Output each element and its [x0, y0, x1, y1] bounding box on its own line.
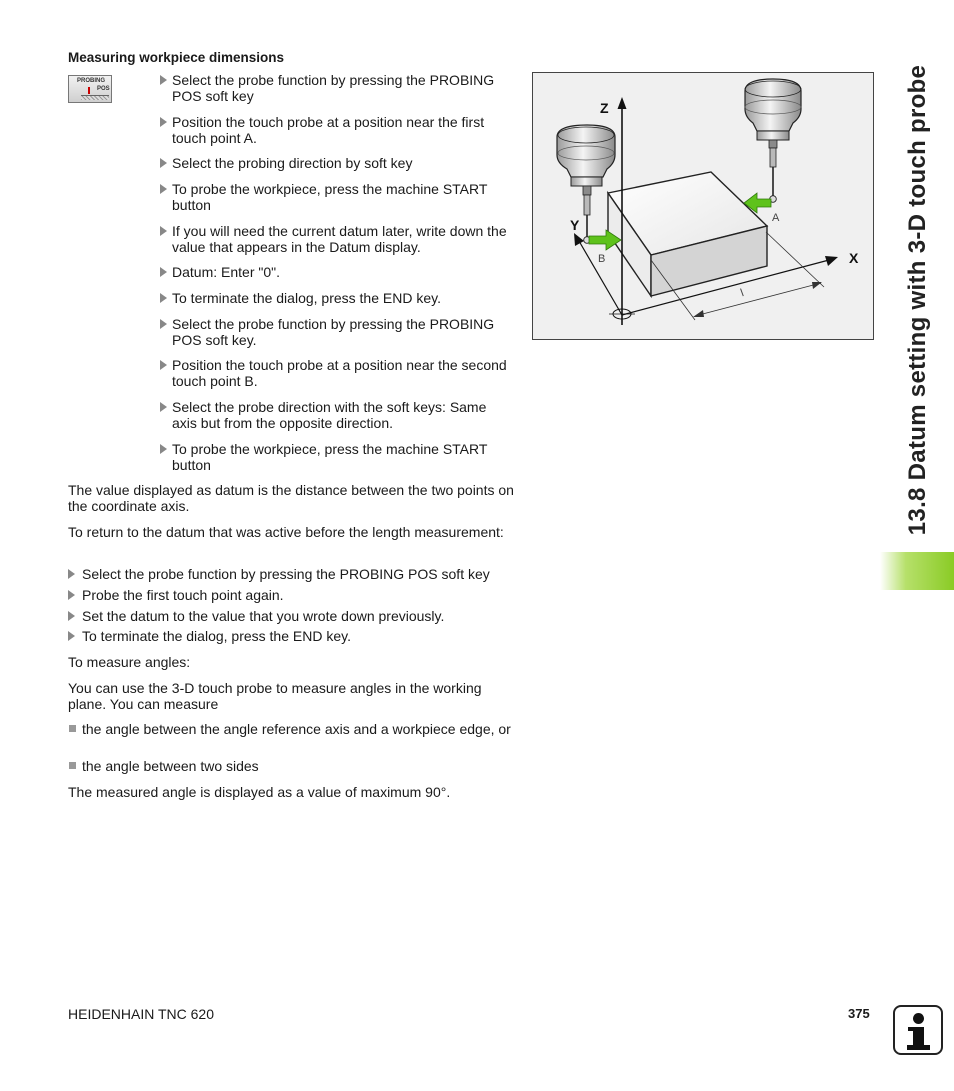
step-arrow-icon [68, 611, 75, 621]
step-item: To probe the workpiece, press the machine START button [160, 181, 512, 213]
step-arrow-icon [160, 293, 167, 303]
step-item: Select the probe function by pressing the PROBING POS soft key. [160, 316, 512, 348]
probing-pos-softkey-icon [68, 75, 112, 103]
touch-probe-a [745, 79, 801, 202]
touch-point-a-label: A [772, 212, 780, 224]
step-item: Datum: Enter "0". [160, 264, 512, 280]
chapter-tab-marker [880, 552, 954, 590]
paragraph-angles-intro: You can use the 3-D touch probe to measure angles in the working plane. You can measure [68, 680, 482, 712]
workpiece-surface-icon [81, 95, 109, 100]
chapter-side-title-text: 13.8 Datum setting with 3-D touch probe [904, 64, 931, 536]
step-arrow-icon [160, 184, 167, 194]
z-axis-arrow-icon [618, 97, 627, 109]
page-number: 375 [848, 1006, 870, 1021]
info-icon [893, 1005, 943, 1055]
probe-diagram [533, 73, 873, 339]
step-item: To terminate the dialog, press the END key. [160, 290, 512, 306]
square-bullet-icon [69, 762, 76, 769]
axis-label-y: Y [570, 217, 580, 233]
square-bullet-icon [69, 725, 76, 732]
paragraph-datum: The value displayed as datum is the distance between the two points on the coordinate axis. [68, 482, 514, 514]
step-item: Set the datum to the value that you wrote down previously. [68, 608, 518, 624]
step-arrow-icon [160, 319, 167, 329]
step-arrow-icon [160, 158, 167, 168]
step-arrow-icon [68, 631, 75, 641]
step-item: Select the probe direction with the soft keys: Same axis but from the opposite direction. [160, 399, 512, 431]
step-arrow-icon [160, 226, 167, 236]
step-arrow-icon [68, 569, 75, 579]
bullet-item: the angle between the angle reference axis and a workpiece edge, or [68, 721, 518, 737]
probe-stylus-icon [88, 87, 90, 94]
step-arrow-icon [160, 117, 167, 127]
step-item: To terminate the dialog, press the END key. [68, 628, 518, 644]
step-item: Position the touch probe at a position near the first touch point A. [160, 114, 512, 146]
axis-label-x: X [849, 250, 859, 266]
step-arrow-icon [160, 444, 167, 454]
step-item: Select the probing direction by soft key [160, 155, 512, 171]
step-arrow-icon [160, 402, 167, 412]
paragraph-angles-title: To measure angles: [68, 654, 191, 670]
bullet-item: the angle between two sides [68, 758, 518, 774]
touch-point-b-label: B [598, 253, 606, 265]
paragraph-return: To return to the datum that was active before the length measurement: [68, 524, 504, 540]
footer-manual-name: HEIDENHAIN TNC 620 [68, 1006, 215, 1022]
step-item: Select the probe function by pressing the PROBING POS soft key [68, 566, 518, 582]
step-item: If you will need the current datum later, write down the value that appears in the Datum display. [160, 223, 512, 255]
step-arrow-icon [160, 267, 167, 277]
touch-probe-figure [532, 72, 874, 340]
touch-probe-b [557, 125, 615, 243]
workpiece-box [608, 172, 767, 296]
softkey-line1: PROBING [77, 78, 106, 84]
step-arrow-icon [160, 75, 167, 85]
paragraph-max-angle: The measured angle is displayed as a value of maximum 90°. [68, 784, 451, 800]
axis-label-z: Z [600, 100, 609, 116]
step-item: Probe the first touch point again. [68, 587, 518, 603]
step-arrow-icon [68, 590, 75, 600]
step-item: Position the touch probe at a position near the second touch point B. [160, 357, 512, 389]
softkey-line2: POS [97, 86, 110, 92]
x-axis-arrow-icon [825, 256, 838, 266]
step-arrow-icon [160, 360, 167, 370]
y-axis-arrow-icon [574, 233, 584, 246]
step-item: To probe the workpiece, press the machine START button [160, 441, 512, 473]
section-heading: Measuring workpiece dimensions [68, 50, 285, 65]
step-item: Select the probe function by pressing the PROBING POS soft key [160, 72, 512, 104]
chapter-side-title [888, 30, 948, 570]
length-label: l [739, 287, 746, 300]
